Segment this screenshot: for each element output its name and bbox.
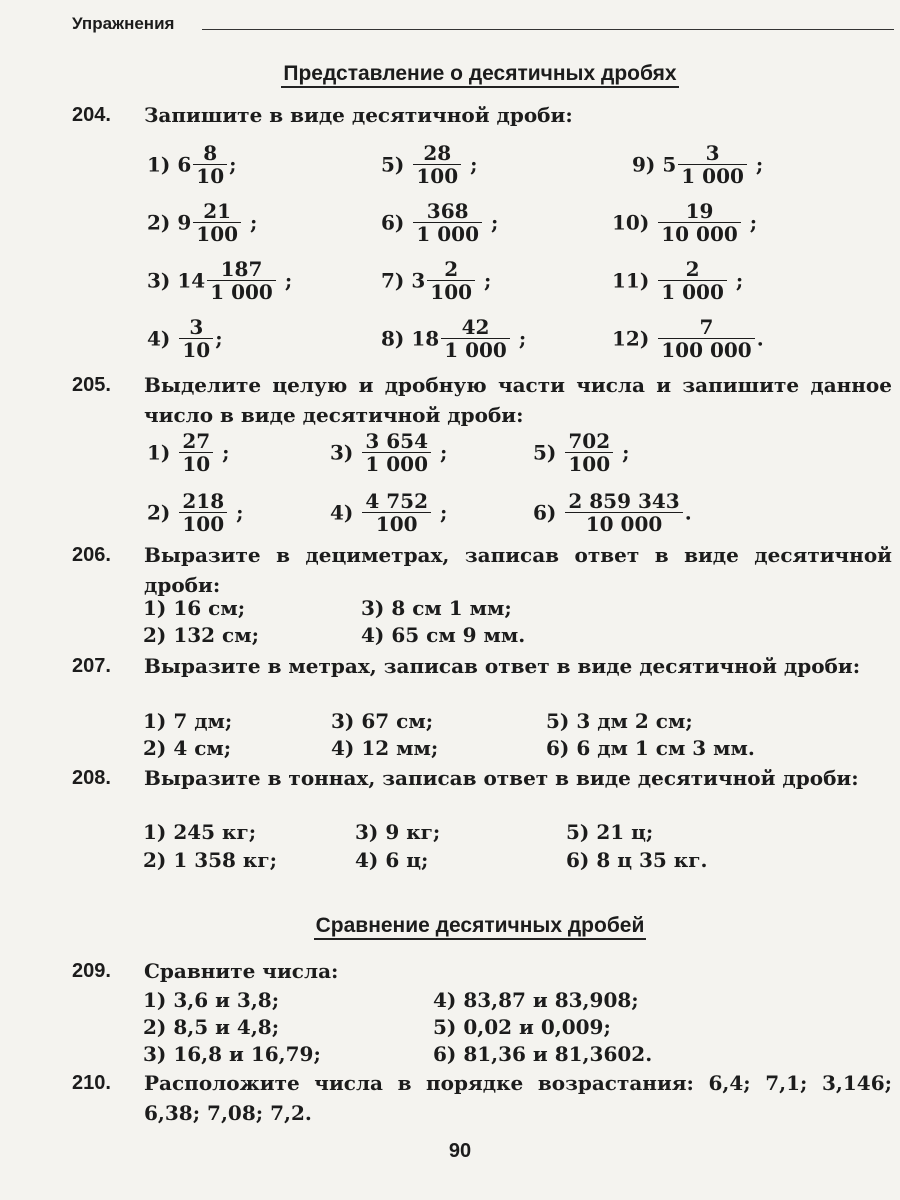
section-title-representation: Представление о десятичных дробях (0, 62, 900, 86)
ex204-item-9: 9) 5 $\frac{3}{1 000}$ ; (632, 141, 764, 188)
exercise-text: Выделите целую и дробную части числа и запишите данное число в виде десятичной дроби: (144, 373, 892, 427)
ex207-item-4: 4) 12 мм; (331, 736, 439, 760)
exercise-number: 205. (72, 374, 111, 396)
ex204-item-10: 10) $\frac{19}{10 000}$ ; (612, 199, 758, 246)
ex206-item-1: 1) 16 см; (143, 596, 246, 620)
exercise-text: Выразите в тоннах, записав ответ в виде десятичной дроби: (144, 766, 859, 790)
exercise-204 (72, 100, 892, 130)
ex208-item-5: 5) 21 ц; (566, 820, 654, 844)
ex209-item-3: 3) 16,8 и 16,79; (143, 1042, 321, 1066)
ex204-item-5: 5) $\frac{28}{100}$ ; (381, 141, 478, 188)
exercise-207 (72, 651, 892, 681)
ex208-item-2: 2) 1 358 кг; (143, 848, 278, 872)
exercise-number: 206. (72, 544, 111, 566)
ex205-item-5: 5) $\frac{702}{100}$ ; (533, 429, 630, 476)
ex208-item-4: 4) 6 ц; (355, 848, 429, 872)
ex204-item-7: 7) 3 $\frac{2}{100}$ ; (381, 257, 492, 304)
ex206-item-3: 3) 8 см 1 мм; (361, 596, 512, 620)
page-number: 90 (448, 1140, 472, 1162)
ex208-item-1: 1) 245 кг; (143, 820, 257, 844)
ex204-item-6: 6) $\frac{368}{1 000}$ ; (381, 199, 499, 246)
ex204-item-4: 4) $\frac{3}{10}$ ; (147, 315, 223, 362)
ex209-item-2: 2) 8,5 и 4,8; (143, 1015, 280, 1039)
ex205-item-1: 1) $\frac{27}{10}$ ; (147, 429, 230, 476)
exercise-number: 207. (72, 655, 111, 677)
header-rule (202, 29, 894, 30)
ex208-item-3: 3) 9 кг; (355, 820, 441, 844)
ex205-item-6: 6) $\frac{2 859 343}{10 000}$ . (533, 489, 692, 536)
ex204-item-1: 1) 6 $\frac{8}{10}$ ; (147, 141, 237, 188)
ex209-item-6: 6) 81,36 и 81,3602. (433, 1042, 653, 1066)
exercise-210 (72, 1068, 892, 1128)
exercise-text: Выразите в дециметрах, записав ответ в виде десятичной дроби: (144, 543, 892, 597)
exercise-number: 208. (72, 767, 111, 789)
ex204-item-2: 2) 9 $\frac{21}{100}$ ; (147, 199, 258, 246)
exercise-number: 210. (72, 1072, 111, 1094)
ex209-item-5: 5) 0,02 и 0,009; (433, 1015, 611, 1039)
running-header (72, 12, 894, 38)
exercise-text: Запишите в виде десятичной дроби: (144, 103, 573, 127)
exercise-text: Расположите числа в порядке возрастания: 6,4; 7,1; 3,146; 6,38; 7,08; 7,2. (144, 1071, 892, 1125)
ex207-item-1: 1) 7 дм; (143, 709, 233, 733)
exercise-205 (72, 370, 892, 430)
exercise-209 (72, 956, 892, 986)
exercise-206 (72, 540, 892, 600)
header-label: Упражнения (72, 14, 175, 33)
ex205-item-4: 4) $\frac{4 752}{100}$ ; (330, 489, 448, 536)
ex204-item-8: 8) 18 $\frac{42}{1 000}$ ; (381, 315, 527, 362)
exercise-number: 209. (72, 960, 111, 982)
section-title-comparison: Сравнение десятичных дробей (0, 914, 900, 938)
ex209-item-4: 4) 83,87 и 83,908; (433, 988, 639, 1012)
ex206-item-4: 4) 65 см 9 мм. (361, 623, 526, 647)
exercise-number: 204. (72, 104, 111, 126)
ex208-item-6: 6) 8 ц 35 кг. (566, 848, 708, 872)
ex207-item-2: 2) 4 см; (143, 736, 232, 760)
ex204-item-3: 3) 14 $\frac{187}{1 000}$ ; (147, 257, 293, 304)
exercise-text: Сравните числа: (144, 959, 339, 983)
ex207-item-3: 3) 67 см; (331, 709, 434, 733)
ex206-item-2: 2) 132 см; (143, 623, 259, 647)
ex207-item-5: 5) 3 дм 2 см; (546, 709, 693, 733)
ex205-item-2: 2) $\frac{218}{100}$ ; (147, 489, 244, 536)
ex205-item-3: 3) $\frac{3 654}{1 000}$ ; (330, 429, 448, 476)
ex209-item-1: 1) 3,6 и 3,8; (143, 988, 280, 1012)
ex204-item-12: 12) $\frac{7}{100 000}$ . (612, 315, 764, 362)
exercise-text: Выразите в метрах, записав ответ в виде десятичной дроби: (144, 654, 861, 678)
exercise-208 (72, 763, 892, 793)
ex204-item-11: 11) $\frac{2}{1 000}$ ; (612, 257, 744, 304)
ex207-item-6: 6) 6 дм 1 см 3 мм. (546, 736, 755, 760)
